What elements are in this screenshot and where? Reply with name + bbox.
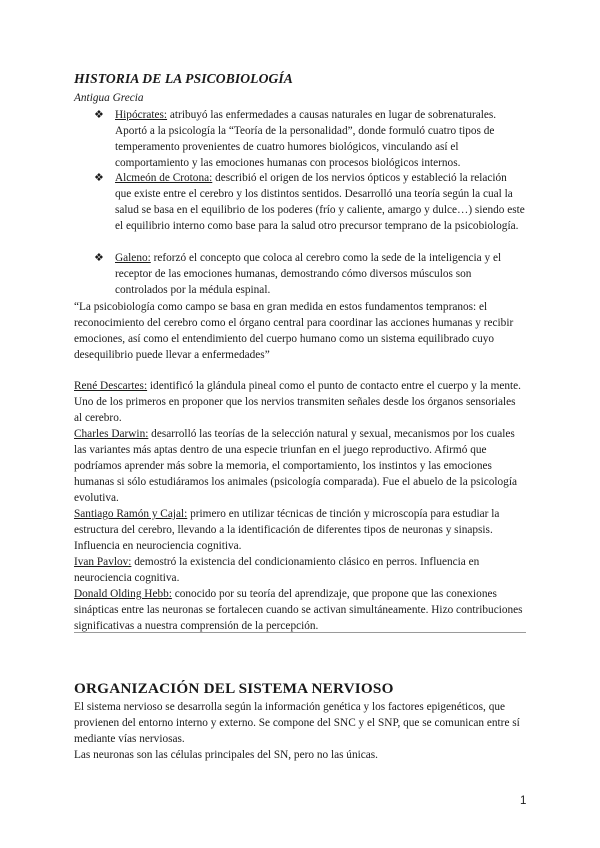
figure-name: Donald Olding Hebb: [74, 588, 172, 600]
bullet-galeno [94, 251, 525, 299]
bullet-alcmeon [94, 171, 525, 235]
page-number: 1 [520, 795, 527, 807]
figure-text: primero en utilizar técnicas de tinción y microscopía para estudiar la estructura del cerebro, llevando a la identificación de diferentes tipos de neuronas y sinapsis. Influencia en neurociencia cognitiva. [74, 508, 500, 552]
bullet-text: describió el origen de los nervios ópticos y estableció la relación que existe entre el cerebro y los distintos sentidos. Desarrolló una teoría según la cual la salud se basa en el equilibrio de los poderes (frío y caliente, amargo y dulce…) siendo este el equilibrio interno como base para la salud otro precursor temprano de la psicobiología. [115, 172, 525, 232]
figure-descartes [74, 378, 526, 426]
paragraph-neuronas: Las neuronas son las células principales del SN, pero no las únicas. [74, 749, 378, 761]
figure-ramon-y-cajal [74, 506, 526, 554]
diamond-bullet-icon: ❖ [94, 172, 104, 184]
bullet-name: Hipócrates: [115, 109, 168, 121]
section-title-organizacion: ORGANIZACIÓN DEL SISTEMA NERVIOSO [74, 680, 394, 697]
figure-text: conocido por su teoría del aprendizaje, que propone que las conexiones sinápticas entre las neuronas se fortalecen cuando se activan simultáneamente. Hizo contribuciones significativas a nuestra comprensión de la percepción. [74, 588, 523, 632]
subsection-antigua-grecia: Antigua Grecia [74, 92, 144, 104]
bullet-text: atribuyó las enfermedades a causas naturales en lugar de sobrenaturales. Aportó a la psicología la “Teoría de la personalidad”, donde formuló cuatro tipos de temperamento provenientes de cuatro humores biológicos, vinculando así el comportamiento y las emociones humanas con procesos biológicos internos. [115, 109, 497, 169]
figure-hebb [74, 586, 526, 634]
figure-text: identificó la glándula pineal como el punto de contacto entre el cuerpo y la mente. Uno de los primeros en proponer que los nervios transmiten señales desde los órganos sensoriales al cerebro. [74, 380, 522, 424]
figure-name: Charles Darwin: [74, 428, 149, 440]
figure-darwin [74, 426, 526, 506]
diamond-bullet-icon: ❖ [94, 109, 104, 121]
bullet-name: Alcmeón de Crotona: [115, 172, 213, 184]
figure-text: demostró la existencia del condicionamiento clásico en perros. Influencia en neurociencia cognitiva. [74, 556, 480, 584]
bullet-hipocrates [94, 108, 525, 172]
figure-name: Santiago Ramón y Cajal: [74, 508, 188, 520]
figure-text: desarrolló las teorías de la selección natural y sexual, mecanismos por los cuales las variantes más aptas dentro de una especie triunfan en el juego reproductivo. Afirmó que podríamos aprender más sobre la memoria, el comportamiento, los instintos y las emociones humanas si sólo estudiáramos los animales (psicología comparada). Fue el abuelo de la psicología evolutiva. [74, 428, 517, 504]
section-title-historia: HISTORIA DE LA PSICOBIOLOGÍA [74, 71, 293, 86]
figure-name: René Descartes: [74, 380, 148, 392]
quote-paragraph: “La psicobiología como campo se basa en gran medida en estos fundamentos tempranos: el reconocimiento del cerebro como el órgano central para coordinar las acciones humanas y recibir emociones, así como el entendimiento del cuerpo humano como un sistema equilibrado cuyo desequilibrio puede llevar a enfermedades” [74, 301, 514, 361]
diamond-bullet-icon: ❖ [94, 252, 104, 264]
figure-pavlov [74, 554, 526, 586]
paragraph-sistema-nervioso: El sistema nervioso se desarrolla según la información genética y los factores epigenéticos, que provienen del entorno interno y externo. Se compone del SNC y el SNP, que se comunican entre sí mediante vías nerviosas. [74, 701, 520, 745]
bullet-text: reforzó el concepto que coloca al cerebro como la sede de la inteligencia y el receptor de las emociones humanas, demostrando cómo diversos músculos son controlados por la médula espinal. [115, 252, 502, 296]
section-divider [74, 632, 526, 633]
figure-name: Ivan Pavlov: [74, 556, 132, 568]
bullet-name: Galeno: [115, 252, 151, 264]
